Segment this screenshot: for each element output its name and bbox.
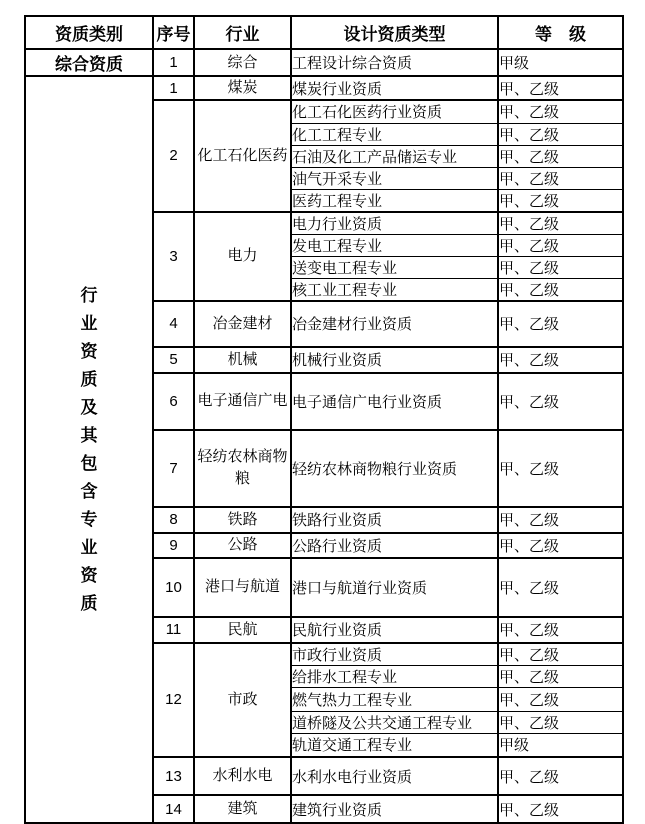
- type-cell: 化工工程专业: [291, 123, 498, 145]
- industry-cell: 机械: [194, 347, 291, 373]
- type-cell: 轻纺农林商物粮行业资质: [291, 430, 498, 507]
- serial-cell: 6: [153, 373, 194, 430]
- serial-cell: 14: [153, 795, 194, 823]
- header-serial: 序号: [153, 16, 194, 49]
- serial-cell: 9: [153, 533, 194, 558]
- type-cell: 化工石化医药行业资质: [291, 100, 498, 123]
- industry-cell: 建筑: [194, 795, 291, 823]
- industry-cell: 公路: [194, 533, 291, 558]
- grade-cell: 甲、乙级: [498, 301, 623, 347]
- category-cell: [25, 76, 153, 823]
- industry-cell: 港口与航道: [194, 558, 291, 617]
- type-cell: 核工业工程专业: [291, 278, 498, 301]
- grade-cell: 甲、乙级: [498, 234, 623, 256]
- industry-cell: 冶金建材: [194, 301, 291, 347]
- grade-cell: 甲、乙级: [498, 643, 623, 666]
- serial-cell: 2: [153, 100, 194, 212]
- category-vertical-text: 行业资质及其包含专业资质: [80, 285, 98, 613]
- grade-cell: 甲、乙级: [498, 711, 623, 733]
- grade-cell: 甲级: [498, 49, 623, 76]
- serial-cell: 7: [153, 430, 194, 507]
- grade-cell: 甲、乙级: [498, 100, 623, 123]
- industry-cell: 民航: [194, 617, 291, 643]
- grade-cell: 甲、乙级: [498, 167, 623, 189]
- industry-cell: 水利水电: [194, 757, 291, 795]
- type-cell: 市政行业资质: [291, 643, 498, 666]
- qualification-table: [24, 15, 624, 824]
- grade-cell: 甲、乙级: [498, 757, 623, 795]
- type-cell: 建筑行业资质: [291, 795, 498, 823]
- type-cell: 港口与航道行业资质: [291, 558, 498, 617]
- type-cell: 给排水工程专业: [291, 665, 498, 687]
- table-header-row: [25, 16, 623, 49]
- industry-cell: 化工石化医药: [194, 100, 291, 212]
- grade-cell: 甲、乙级: [498, 212, 623, 235]
- grade-cell: 甲、乙级: [498, 665, 623, 687]
- type-cell: 铁路行业资质: [291, 507, 498, 533]
- serial-cell: 12: [153, 643, 194, 758]
- industry-cell: 市政: [194, 643, 291, 758]
- grade-cell: 甲级: [498, 733, 623, 757]
- grade-cell: 甲、乙级: [498, 347, 623, 373]
- type-cell: 民航行业资质: [291, 617, 498, 643]
- grade-cell: 甲、乙级: [498, 256, 623, 278]
- grade-cell: 甲、乙级: [498, 123, 623, 145]
- serial-cell: 3: [153, 212, 194, 301]
- grade-cell: 甲、乙级: [498, 533, 623, 558]
- type-cell: 电力行业资质: [291, 212, 498, 235]
- table-row: [25, 49, 623, 76]
- serial-cell: 1: [153, 49, 194, 76]
- serial-cell: 10: [153, 558, 194, 617]
- serial-cell: 4: [153, 301, 194, 347]
- type-cell: 公路行业资质: [291, 533, 498, 558]
- type-cell: 轨道交通工程专业: [291, 733, 498, 757]
- industry-cell: 综合: [194, 49, 291, 76]
- type-cell: 机械行业资质: [291, 347, 498, 373]
- type-cell: 道桥隧及公共交通工程专业: [291, 711, 498, 733]
- type-cell: 冶金建材行业资质: [291, 301, 498, 347]
- type-cell: 石油及化工产品储运专业: [291, 145, 498, 167]
- type-cell: 工程设计综合资质: [291, 49, 498, 76]
- grade-cell: 甲、乙级: [498, 145, 623, 167]
- grade-cell: 甲、乙级: [498, 430, 623, 507]
- serial-cell: 8: [153, 507, 194, 533]
- grade-cell: 甲、乙级: [498, 189, 623, 212]
- type-cell: 煤炭行业资质: [291, 76, 498, 100]
- type-cell: 电子通信广电行业资质: [291, 373, 498, 430]
- serial-cell: 13: [153, 757, 194, 795]
- grade-cell: 甲、乙级: [498, 795, 623, 823]
- grade-cell: 甲、乙级: [498, 558, 623, 617]
- grade-cell: 甲、乙级: [498, 507, 623, 533]
- industry-cell: 电子通信广电: [194, 373, 291, 430]
- type-cell: 水利水电行业资质: [291, 757, 498, 795]
- type-cell: 发电工程专业: [291, 234, 498, 256]
- header-grade: 等 级: [498, 16, 623, 49]
- serial-cell: 5: [153, 347, 194, 373]
- industry-cell: 铁路: [194, 507, 291, 533]
- serial-cell: 11: [153, 617, 194, 643]
- serial-cell: 1: [153, 76, 194, 100]
- header-type: 设计资质类型: [291, 16, 498, 49]
- grade-cell: 甲、乙级: [498, 617, 623, 643]
- industry-cell: 煤炭: [194, 76, 291, 100]
- category-cell: 综合资质: [25, 49, 153, 76]
- grade-cell: 甲、乙级: [498, 278, 623, 301]
- type-cell: 油气开采专业: [291, 167, 498, 189]
- type-cell: 送变电工程专业: [291, 256, 498, 278]
- header-category: 资质类别: [25, 16, 153, 49]
- header-industry: 行业: [194, 16, 291, 49]
- type-cell: 燃气热力工程专业: [291, 687, 498, 711]
- grade-cell: 甲、乙级: [498, 373, 623, 430]
- industry-cell: 轻纺农林商物粮: [194, 430, 291, 507]
- grade-cell: 甲、乙级: [498, 687, 623, 711]
- grade-cell: 甲、乙级: [498, 76, 623, 100]
- type-cell: 医药工程专业: [291, 189, 498, 212]
- table-row: [25, 76, 623, 100]
- industry-cell: 电力: [194, 212, 291, 301]
